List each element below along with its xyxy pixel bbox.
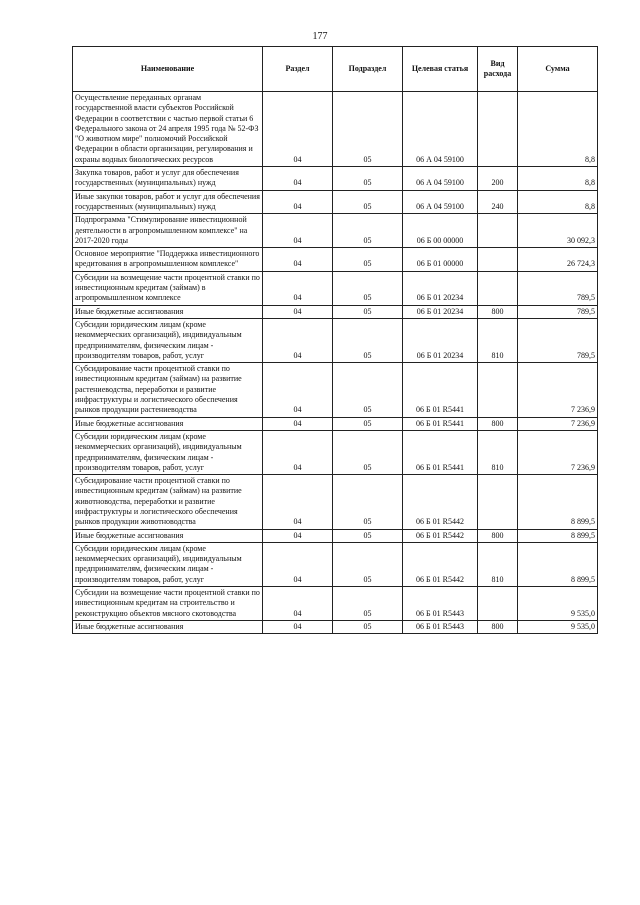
table-row <box>73 318 598 362</box>
cell-summa: 7 236,9 <box>518 363 598 417</box>
cell-podrazdel: 05 <box>333 529 403 542</box>
cell-razdel: 04 <box>263 475 333 529</box>
cell-name: Основное мероприятие "Поддержка инвестиционного кредитования в агропромышленном комплексе" <box>73 248 263 272</box>
cell-name: Подпрограмма "Стимулирование инвестиционной деятельности в агропромышленном комплексе" на 2017-2020 годы <box>73 214 263 248</box>
cell-summa: 9 535,0 <box>518 620 598 633</box>
cell-summa: 26 724,3 <box>518 248 598 272</box>
cell-name: Иные закупки товаров, работ и услуг для обеспечения государственных (муниципальных) нужд <box>73 190 263 214</box>
cell-podrazdel: 05 <box>333 620 403 633</box>
table-row <box>73 475 598 529</box>
cell-name: Субсидии юридическим лицам (кроме некоммерческих организаций), индивидуальным предпринимателям, физическим лицам - производителям товаров, работ, услуг <box>73 542 263 586</box>
cell-summa: 8,8 <box>518 190 598 214</box>
cell-summa: 7 236,9 <box>518 417 598 430</box>
cell-razdel: 04 <box>263 92 333 167</box>
cell-vid: 800 <box>478 417 518 430</box>
cell-statya: 06 Б 01 00000 <box>403 248 478 272</box>
cell-razdel: 04 <box>263 620 333 633</box>
cell-vid <box>478 271 518 305</box>
table-header-row <box>73 47 598 92</box>
cell-vid <box>478 363 518 417</box>
table-row <box>73 214 598 248</box>
table-body <box>73 92 598 634</box>
header-razdel: Раздел <box>263 47 333 92</box>
cell-razdel: 04 <box>263 305 333 318</box>
cell-podrazdel: 05 <box>333 92 403 167</box>
cell-name: Субсидирование части процентной ставки по инвестиционным кредитам (займам) на развитие животноводства, переработки и развитие инфраструктуры и логистического обеспечения рынков продукции животноводства <box>73 475 263 529</box>
budget-table <box>72 46 598 634</box>
cell-podrazdel: 05 <box>333 417 403 430</box>
cell-name: Субсидии юридическим лицам (кроме некоммерческих организаций), индивидуальным предпринимателям, физическим лицам - производителям товаров, работ, услуг <box>73 318 263 362</box>
cell-name: Субсидии юридическим лицам (кроме некоммерческих организаций), индивидуальным предпринимателям, физическим лицам - производителям товаров, работ, услуг <box>73 430 263 474</box>
cell-statya: 06 А 04 59100 <box>403 92 478 167</box>
cell-statya: 06 Б 01 R5443 <box>403 620 478 633</box>
cell-summa: 789,5 <box>518 305 598 318</box>
cell-podrazdel: 05 <box>333 318 403 362</box>
cell-razdel: 04 <box>263 363 333 417</box>
cell-name: Субсидии на возмещение части процентной ставки по инвестиционным кредитам на строительство и реконструкцию объектов мясного скотоводства <box>73 587 263 621</box>
table-row <box>73 620 598 633</box>
cell-vid <box>478 214 518 248</box>
cell-razdel: 04 <box>263 417 333 430</box>
cell-vid <box>478 92 518 167</box>
cell-vid <box>478 248 518 272</box>
header-vid: Вид расхода <box>478 47 518 92</box>
cell-podrazdel: 05 <box>333 167 403 191</box>
cell-razdel: 04 <box>263 214 333 248</box>
cell-vid: 810 <box>478 430 518 474</box>
cell-podrazdel: 05 <box>333 305 403 318</box>
cell-razdel: 04 <box>263 248 333 272</box>
cell-statya: 06 Б 01 R5442 <box>403 542 478 586</box>
cell-statya: 06 Б 01 R5441 <box>403 430 478 474</box>
table-row <box>73 167 598 191</box>
page-number: 177 <box>312 31 328 42</box>
cell-razdel: 04 <box>263 318 333 362</box>
cell-name: Иные бюджетные ассигнования <box>73 417 263 430</box>
cell-razdel: 04 <box>263 542 333 586</box>
header-statya: Целевая статья <box>403 47 478 92</box>
cell-summa: 8 899,5 <box>518 542 598 586</box>
cell-statya: 06 Б 01 R5442 <box>403 529 478 542</box>
cell-vid: 800 <box>478 620 518 633</box>
cell-statya: 06 Б 00 00000 <box>403 214 478 248</box>
cell-statya: 06 Б 01 20234 <box>403 271 478 305</box>
cell-razdel: 04 <box>263 587 333 621</box>
cell-podrazdel: 05 <box>333 363 403 417</box>
cell-name: Иные бюджетные ассигнования <box>73 620 263 633</box>
cell-summa: 8,8 <box>518 167 598 191</box>
cell-podrazdel: 05 <box>333 248 403 272</box>
cell-summa: 7 236,9 <box>518 430 598 474</box>
table-row <box>73 248 598 272</box>
cell-razdel: 04 <box>263 167 333 191</box>
table-row <box>73 190 598 214</box>
cell-vid: 810 <box>478 318 518 362</box>
cell-podrazdel: 05 <box>333 214 403 248</box>
cell-summa: 789,5 <box>518 318 598 362</box>
cell-razdel: 04 <box>263 529 333 542</box>
table-row <box>73 542 598 586</box>
cell-podrazdel: 05 <box>333 271 403 305</box>
header-podrazdel: Подраздел <box>333 47 403 92</box>
cell-summa: 30 092,3 <box>518 214 598 248</box>
table-row <box>73 529 598 542</box>
cell-vid: 200 <box>478 167 518 191</box>
table-row <box>73 430 598 474</box>
cell-vid: 810 <box>478 542 518 586</box>
cell-name: Иные бюджетные ассигнования <box>73 529 263 542</box>
cell-podrazdel: 05 <box>333 542 403 586</box>
cell-statya: 06 Б 01 20234 <box>403 305 478 318</box>
header-summa: Сумма <box>518 47 598 92</box>
table-row <box>73 363 598 417</box>
cell-name: Осуществление переданных органам государственной власти субъектов Российской Федерации в соответствии с частью первой статьи 6 Федерального закона от 24 апреля 1995 года № 52-ФЗ "О животном мире" полномочий Российской Федерации в области организации, регулирования и охраны водных биологических ресурсов <box>73 92 263 167</box>
cell-name: Субсидирование части процентной ставки по инвестиционным кредитам (займам) на развитие растениеводства, переработки и развитие инфраструктуры и логистического обеспечения рынков продукции растениеводства <box>73 363 263 417</box>
cell-name: Иные бюджетные ассигнования <box>73 305 263 318</box>
cell-podrazdel: 05 <box>333 430 403 474</box>
cell-summa: 9 535,0 <box>518 587 598 621</box>
cell-vid: 800 <box>478 529 518 542</box>
cell-summa: 8,8 <box>518 92 598 167</box>
cell-vid <box>478 475 518 529</box>
table-row <box>73 271 598 305</box>
cell-name: Субсидии на возмещение части процентной ставки по инвестиционным кредитам (займам) в агропромышленном комплексе <box>73 271 263 305</box>
cell-statya: 06 Б 01 R5442 <box>403 475 478 529</box>
cell-statya: 06 Б 01 R5441 <box>403 363 478 417</box>
table-row <box>73 305 598 318</box>
cell-vid <box>478 587 518 621</box>
header-name: Наименование <box>73 47 263 92</box>
cell-podrazdel: 05 <box>333 475 403 529</box>
cell-razdel: 04 <box>263 190 333 214</box>
cell-podrazdel: 05 <box>333 190 403 214</box>
cell-razdel: 04 <box>263 271 333 305</box>
cell-summa: 789,5 <box>518 271 598 305</box>
cell-statya: 06 Б 01 R5443 <box>403 587 478 621</box>
table-row <box>73 587 598 621</box>
table-row <box>73 417 598 430</box>
cell-summa: 8 899,5 <box>518 529 598 542</box>
cell-name: Закупка товаров, работ и услуг для обеспечения государственных (муниципальных) нужд <box>73 167 263 191</box>
cell-statya: 06 А 04 59100 <box>403 190 478 214</box>
cell-summa: 8 899,5 <box>518 475 598 529</box>
cell-vid: 800 <box>478 305 518 318</box>
cell-podrazdel: 05 <box>333 587 403 621</box>
cell-statya: 06 Б 01 20234 <box>403 318 478 362</box>
cell-statya: 06 А 04 59100 <box>403 167 478 191</box>
cell-statya: 06 Б 01 R5441 <box>403 417 478 430</box>
cell-razdel: 04 <box>263 430 333 474</box>
cell-vid: 240 <box>478 190 518 214</box>
table-row <box>73 92 598 167</box>
